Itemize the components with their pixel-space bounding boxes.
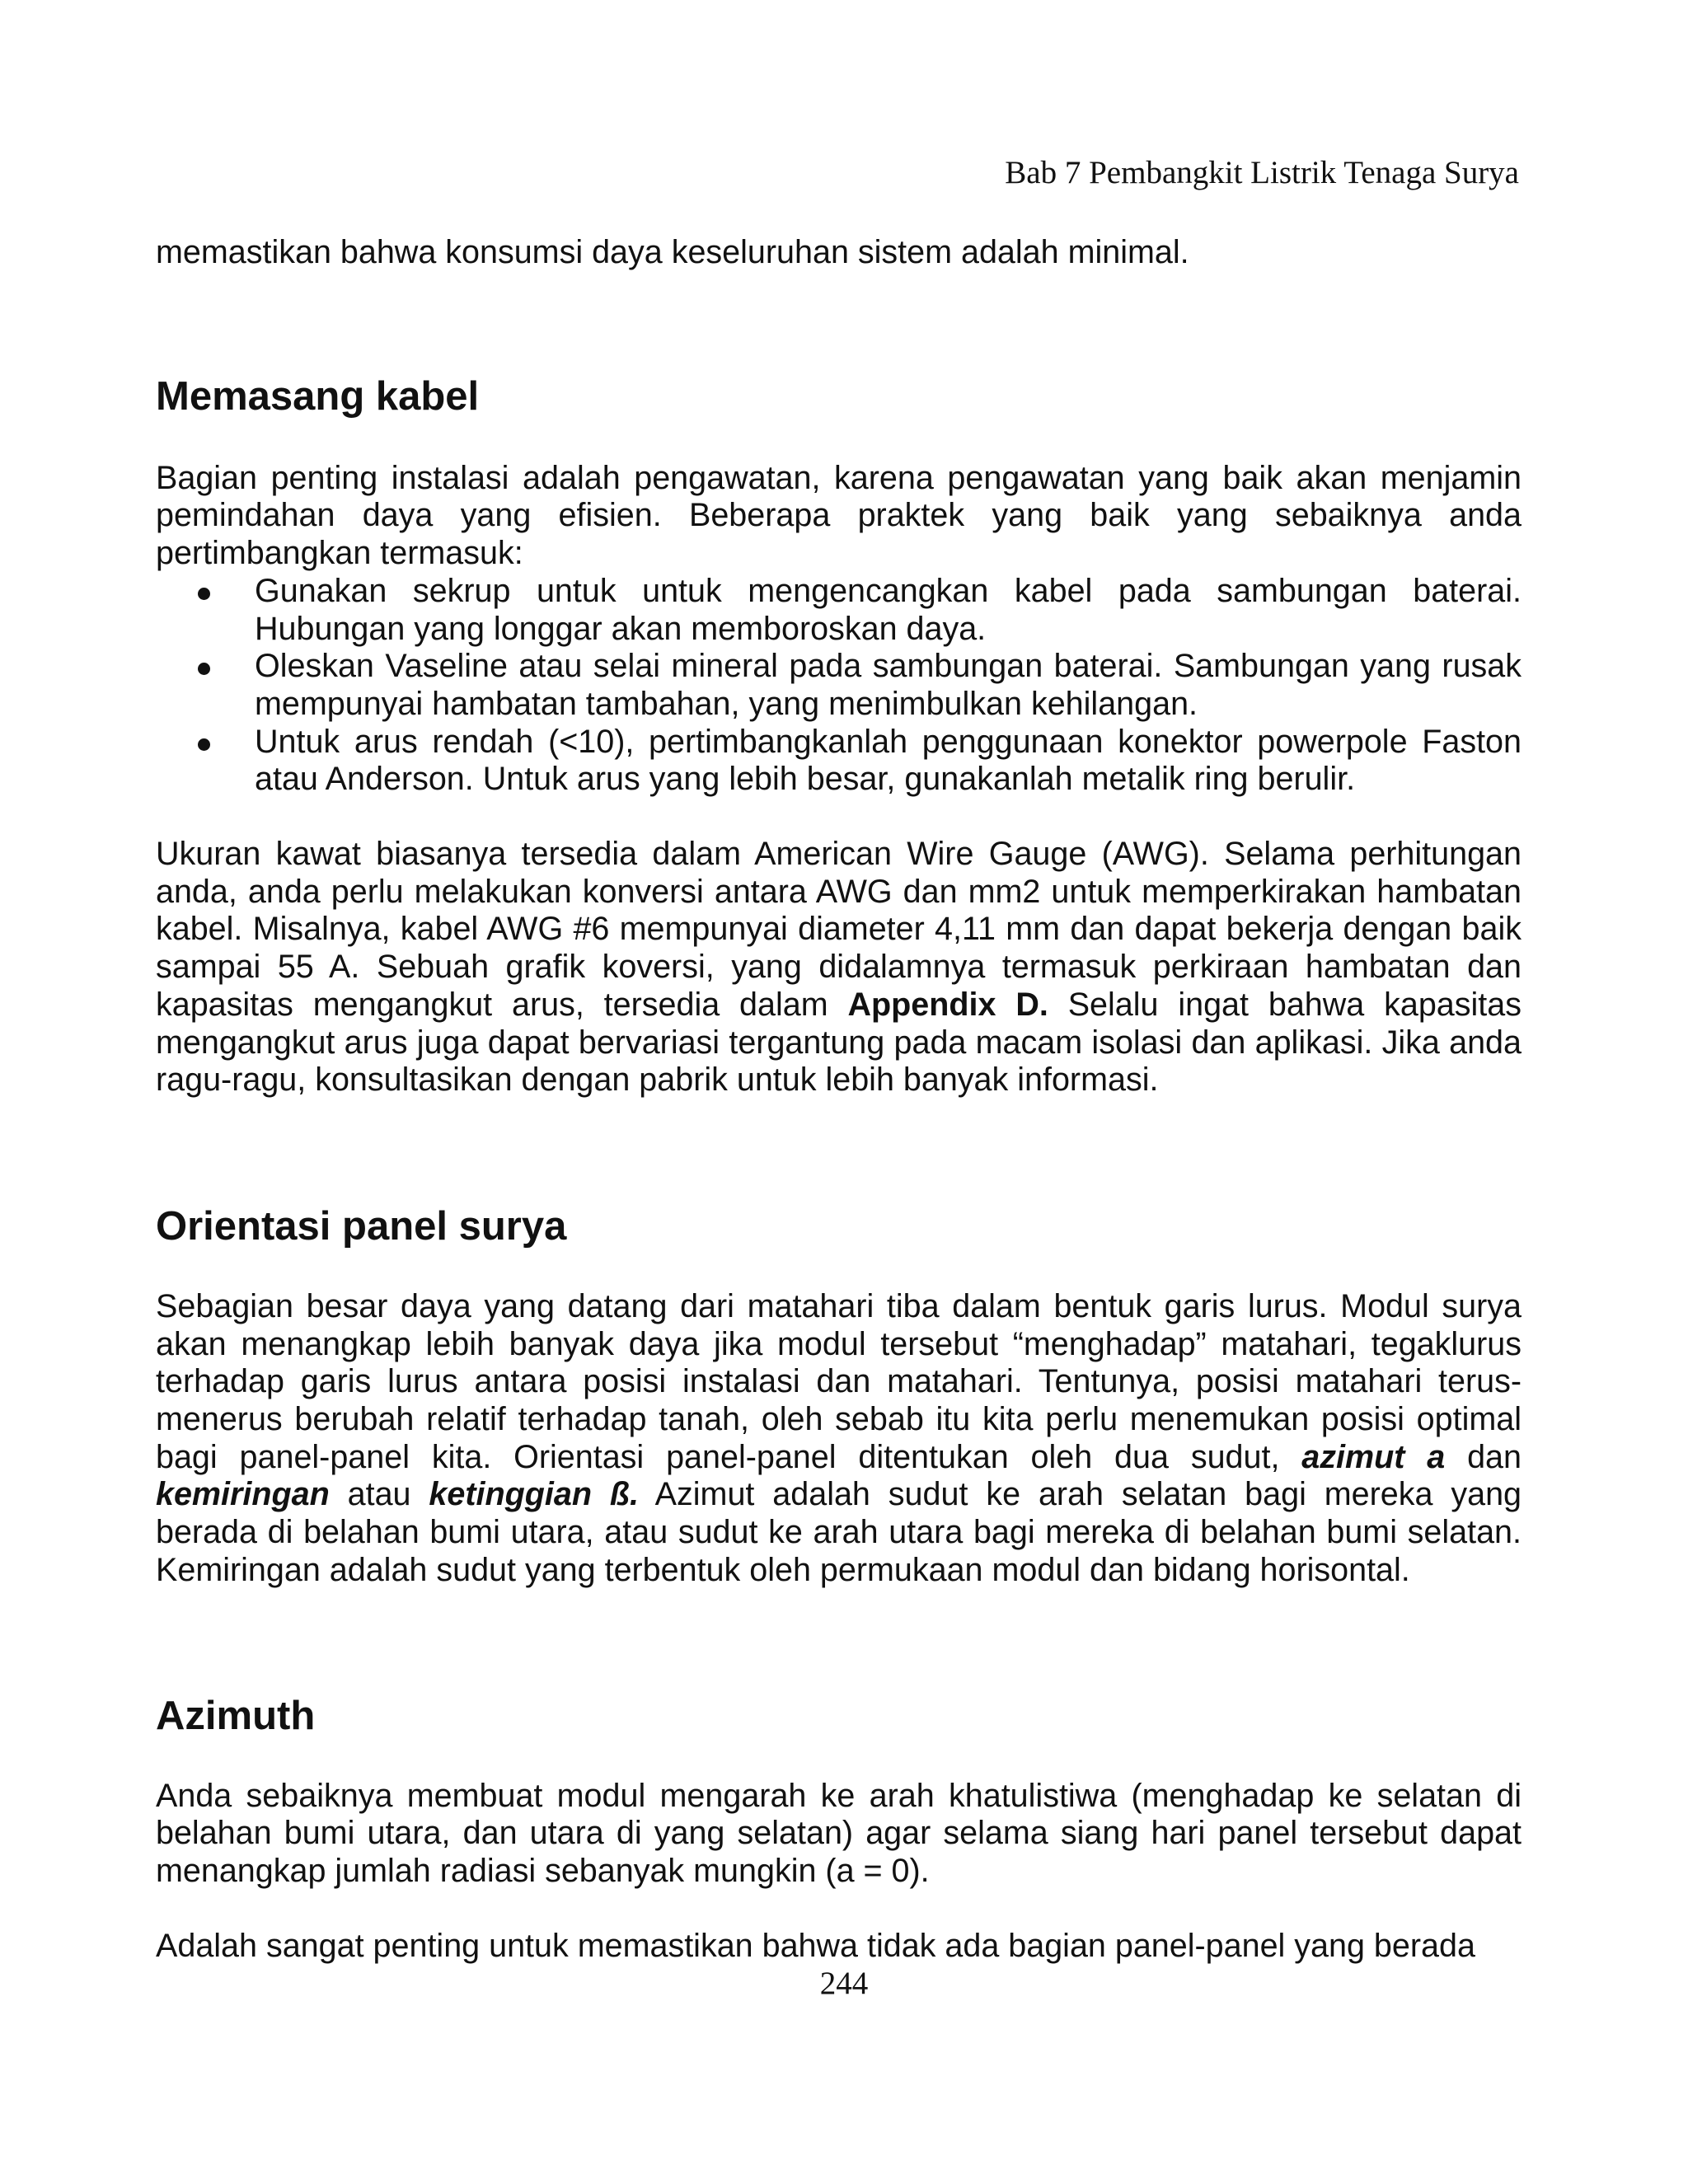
list-item [156,573,1522,648]
orientation-text-2: dan [1445,1438,1522,1475]
wire-gauge-text-1: Ukuran kawat biasanya tersedia dalam American Wire Gauge (AWG). Selama perhitungan anda, anda perlu melakukan konversi antara AWG dan mm2 untuk memperkirakan hambatan kabel. Misalnya, kabel AWG #6 mempunyai diameter 4,11 mm dan dapat bekerja dengan baik sampai 55 A. Sebuah grafik koversi, yang didalamnya termasuk perkiraan hambatan dan kapasitas mengangkut arus, tersedia dalam [156,836,1522,1023]
term-azimuth: azimut a [1301,1438,1446,1475]
paragraph-azimuth-direction: Anda sebaiknya membuat modul mengarah ke arah khatulistiwa (menghadap ke selatan di belahan bumi utara, dan utara di yang selatan) agar selama siang hari panel tersebut dapat menangkap jumlah radiasi sebanyak mungkin (a = 0). [156,1777,1522,1889]
term-elevation: ketinggian ß. [429,1476,639,1513]
section-heading-memasang-kabel: Memasang kabel [156,373,480,419]
list-item [156,648,1522,723]
bullet-list-wiring-practices [156,573,1522,799]
section-heading-orientasi-panel: Orientasi panel surya [156,1203,567,1249]
term-tilt: kemiringan [156,1476,330,1513]
bullet-icon [198,663,210,675]
page-number: 244 [819,1966,869,2001]
wire-gauge-text-2: Selalu ingat bahwa kapasitas mengangkut arus juga dapat bervariasi tergantung pada macam isolasi dan aplikasi. Jika anda ragu-ragu, konsultasikan dengan pabrik untuk lebih banyak informasi. [156,986,1522,1099]
bullet-icon [198,738,210,751]
continuation-paragraph: memastikan bahwa konsumsi daya keseluruhan sistem adalah minimal. [156,234,1189,270]
paragraph-azimuth-shading: Adalah sangat penting untuk memastikan bahwa tidak ada bagian panel-panel yang berada [156,1927,1475,1964]
orientation-text-1: Sebagian besar daya yang datang dari matahari tiba dalam bentuk garis lurus. Modul surya akan menangkap lebih banyak daya jika modul tersebut “menghadap” matahari, tegaklurus terhadap garis lurus antara posisi instalasi dan matahari. Tentunya, posisi matahari terus-menerus berubah relatif terhadap tanah, oleh sebab itu kita perlu menemukan posisi optimal bagi panel-panel kita. Orientasi panel-panel ditentukan oleh dua sudut, [156,1287,1522,1475]
list-item-text: Gunakan sekrup untuk untuk mengencangkan kabel pada sambungan baterai. Hubungan yang longgar akan memboroskan daya. [255,572,1522,647]
paragraph-orientation [156,1288,1522,1590]
appendix-reference: Appendix D. [847,986,1048,1023]
running-header: Bab 7 Pembangkit Listrik Tenaga Surya [1005,155,1519,190]
list-item-text: Untuk arus rendah (<10), pertimbangkanlah penggunaan konektor powerpole Faston atau Anderson. Untuk arus yang lebih besar, gunakanlah metalik ring berulir. [255,723,1522,798]
paragraph-wire-gauge [156,836,1522,1099]
paragraph-wiring-intro: Bagian penting instalasi adalah pengawatan, karena pengawatan yang baik akan menjamin pemindahan daya yang efisien. Beberapa praktek yang baik yang sebaiknya anda pertimbangkan termasuk: [156,459,1522,572]
orientation-text-4: Azimut adalah sudut ke arah selatan bagi mereka yang berada di belahan bumi utara, atau sudut ke arah utara bagi mereka di belahan bumi selatan. Kemiringan adalah sudut yang terbentuk oleh permukaan modul dan bidang horisontal. [156,1476,1522,1588]
list-item-text: Oleskan Vaseline atau selai mineral pada sambungan baterai. Sambungan yang rusak mempunyai hambatan tambahan, yang menimbulkan kehilangan. [255,648,1522,722]
bullet-icon [198,588,210,600]
page-content [156,234,1522,1965]
orientation-text-3: atau [329,1476,429,1513]
list-item [156,724,1522,799]
section-heading-azimuth: Azimuth [156,1693,316,1738]
